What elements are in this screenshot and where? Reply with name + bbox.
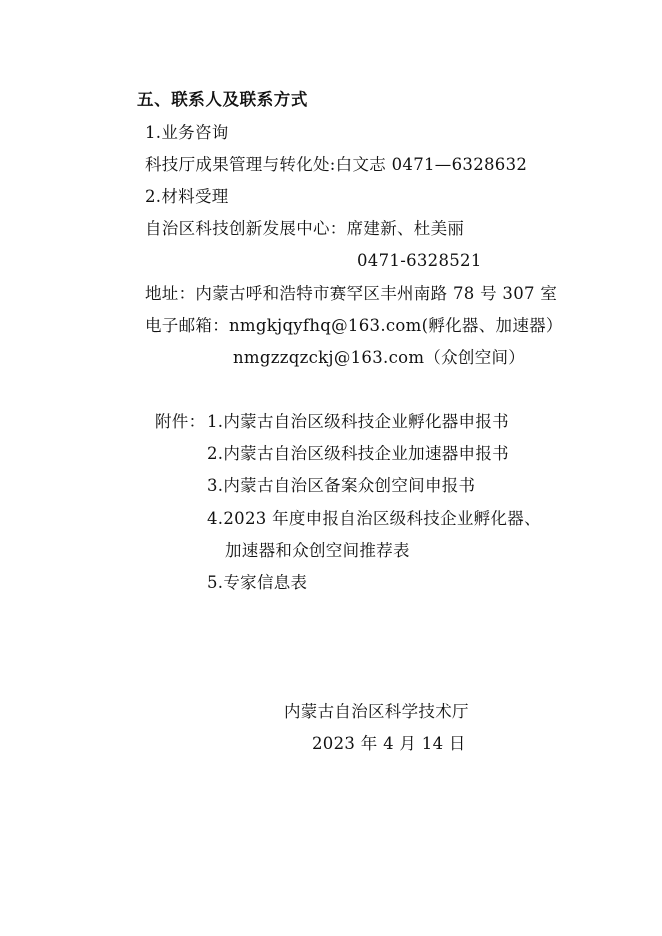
signature-org: 内蒙古自治区科学技术厅 <box>284 702 469 721</box>
signature-date: 2023 年 4 月 14 日 <box>312 734 466 753</box>
consult-contact: 科技厅成果管理与转化处:白文志 0471—6328632 <box>145 155 528 174</box>
consult-title: 1.业务咨询 <box>145 123 229 142</box>
attachment-item-3: 3.内蒙古自治区备案众创空间申报书 <box>207 476 476 495</box>
material-contact-phone: 0471-6328521 <box>357 251 482 270</box>
attachment-item-1: 1.内蒙古自治区级科技企业孵化器申报书 <box>207 412 509 431</box>
attachment-item-4: 4.2023 年度申报自治区级科技企业孵化器、 <box>207 509 541 528</box>
attachment-item-2: 2.内蒙古自治区级科技企业加速器申报书 <box>207 444 509 463</box>
section-heading: 五、联系人及联系方式 <box>137 90 308 109</box>
material-contact-names: 自治区科技创新发展中心：席建新、杜美丽 <box>145 219 465 238</box>
email-line-2: nmgzzqzckj@163.com（众创空间） <box>233 348 526 367</box>
attachments-label: 附件： <box>155 412 206 431</box>
attachment-item-4-cont: 加速器和众创空间推荐表 <box>225 541 410 560</box>
address-line: 地址：内蒙古呼和浩特市赛罕区丰州南路 78 号 307 室 <box>145 284 558 303</box>
email-line-1: 电子邮箱：nmgkjqyfhq@163.com(孵化器、加速器） <box>145 316 563 335</box>
material-title: 2.材料受理 <box>145 187 229 206</box>
attachment-item-5: 5.专家信息表 <box>207 573 308 592</box>
